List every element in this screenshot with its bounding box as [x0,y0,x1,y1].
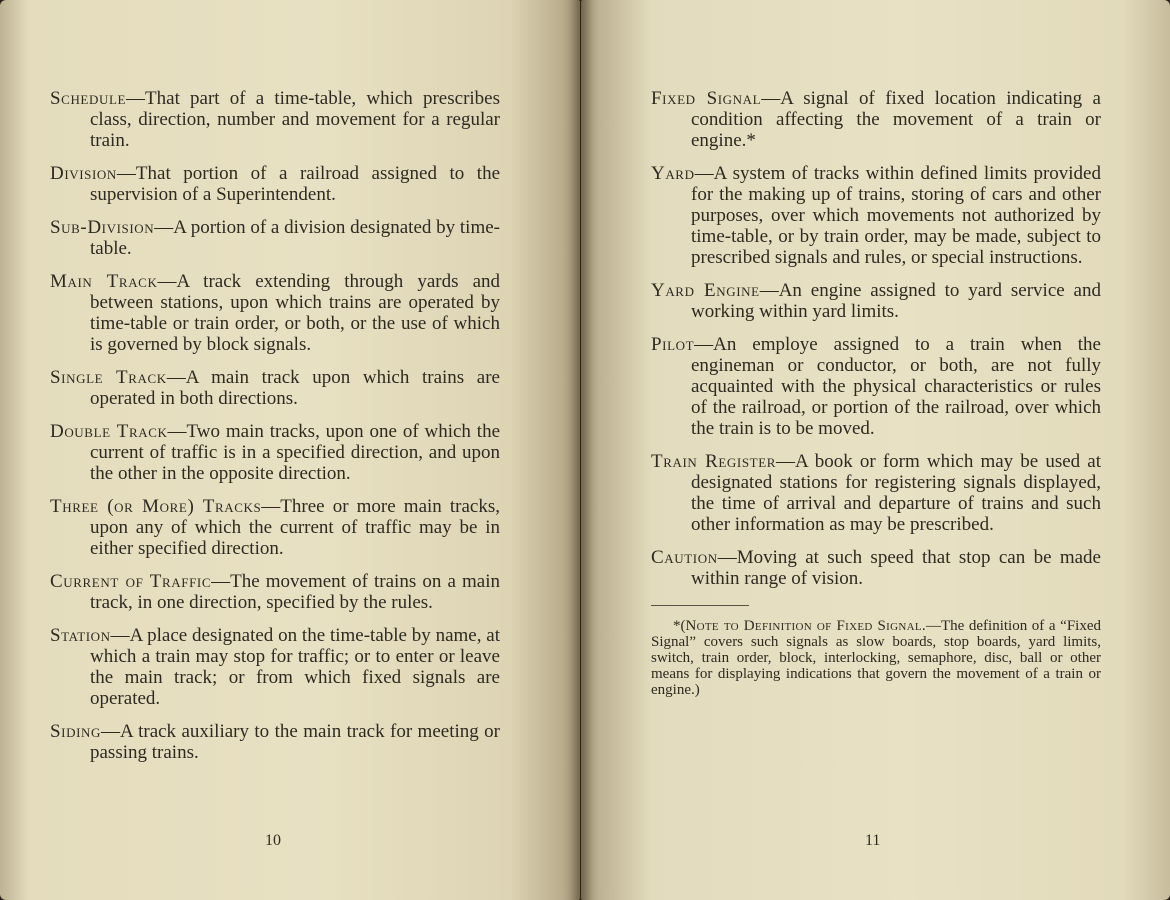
page-number-left: 10 [265,832,281,849]
definition-term: Main Track [50,271,158,292]
definition-double-track [50,421,500,484]
definition-siding [50,721,500,763]
footnote-rule [651,605,749,606]
definition-term: Division [50,163,117,184]
definition-yard [651,163,1101,268]
definition-text: —A place designated on the time-table by name, at which a train may stop for traffic; or to enter or leave the main track; or from which fixed signals are operated. [90,625,500,709]
definition-term: Caution [651,547,718,568]
definition-text: —A signal of fixed location indicating a condition affecting the movement of a train or engine.* [691,88,1101,151]
right-definitions [651,88,1101,698]
definition-train-register [651,451,1101,535]
footnote [651,618,1101,698]
definition-text: —Moving at such speed that stop can be made within range of vision. [691,547,1101,589]
definition-caution [651,547,1101,589]
definition-term: Current of Traffic [50,571,212,592]
definition-term: Yard [651,163,695,184]
page-number-right: 11 [865,832,881,849]
definition-term: Sub-Division [50,217,155,238]
definition-pilot [651,334,1101,439]
definition-yard-engine [651,280,1101,322]
definition-text: —An employe assigned to a train when the engineman or conductor, or both, are not fully acquainted with the physical characteristics or rules of the railroad, or portion of the railroad, over which the train is to be moved. [691,334,1101,439]
definition-term: Yard Engine [651,280,760,301]
definition-main-track [50,271,500,355]
definition-term: Schedule [50,88,127,109]
right-page [581,0,1170,900]
footnote-prefix: *( [673,618,686,634]
footnote-term: Note to Definition of Fixed Signal. [685,618,926,634]
definition-text: —A system of tracks within defined limits provided for the making up of trains, storing of cars and other purposes, over which movements not authorized by time-table, or by train order, may be made, subject to prescribed signals and rules, or special instructions. [691,163,1101,268]
definition-text: —Three or more main tracks, upon any of which the current of traffic may be in either specified direction. [90,496,500,559]
left-definitions [50,88,500,775]
definition-text: —A portion of a division designated by time-table. [90,217,500,259]
definition-text: —A track extending through yards and between stations, upon which trains are operated by time-table or train order, or both, or the use of which is governed by block signals. [90,271,501,355]
definition-term: Double Track [50,421,168,442]
definition-text: —A main track upon which trains are operated in both directions. [90,367,500,409]
definition-station [50,625,500,709]
definition-term: Station [50,625,111,646]
definition-text: —A book or form which may be used at designated stations for registering signals displayed, the time of arrival and departure of trains and such other information as may be prescribed. [691,451,1101,535]
definition-division [50,163,500,205]
definition-three-or-more-tracks [50,496,500,559]
definition-term: Siding [50,721,101,742]
definition-text: —Two main tracks, upon one of which the current of traffic is in a specified direction, and upon the other in the opposite direction. [90,421,501,484]
definition-text: —The movement of trains on a main track, in one direction, specified by the rules. [90,571,500,613]
definition-sub-division [50,217,500,259]
definition-text: —That part of a time-table, which prescribes class, direction, number and movement for a regular train. [90,88,500,151]
definition-single-track [50,367,500,409]
definition-fixed-signal [651,88,1101,151]
definition-term: Three (or More) Tracks [50,496,262,517]
footnote-text: —The definition of a “Fixed Signal” covers such signals as slow boards, stop boards, yard limits, switch, train order, block, interlocking, semaphore, disc, ball or other means for displaying indications that govern the movement of a train or engine.) [651,618,1102,698]
definition-current-of-traffic [50,571,500,613]
definition-text: —That portion of a railroad assigned to the supervision of a Superintendent. [90,163,500,205]
definition-term: Fixed Signal [651,88,762,109]
definition-term: Train Register [651,451,777,472]
definition-term: Pilot [651,334,695,355]
left-page [0,0,580,900]
definition-term: Single Track [50,367,167,388]
definition-text: —A track auxiliary to the main track for meeting or passing trains. [90,721,500,763]
definition-schedule [50,88,500,151]
definition-text: —An engine assigned to yard service and working within yard limits. [691,280,1101,322]
